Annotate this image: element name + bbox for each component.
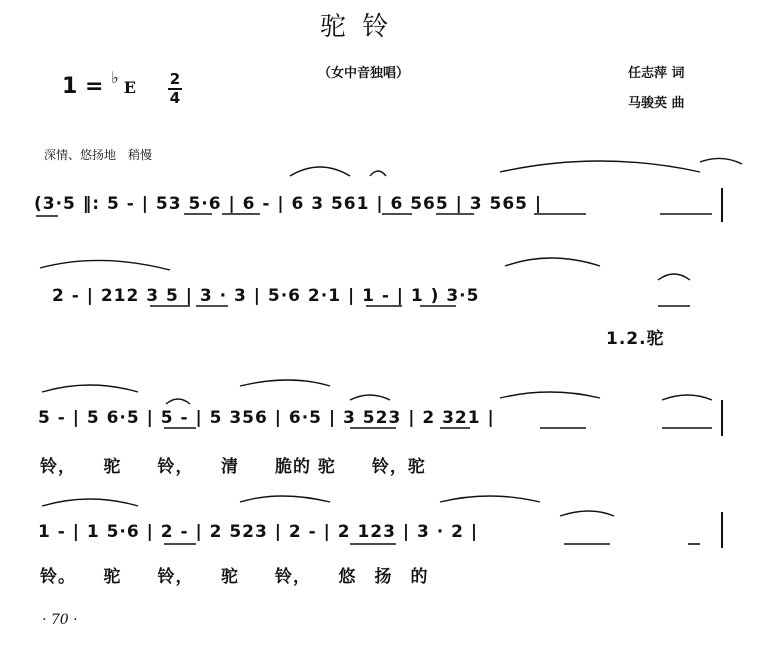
slur-2 xyxy=(370,171,386,176)
page-number: · 70 · xyxy=(42,612,78,628)
key-flat: ♭ xyxy=(111,68,119,87)
slur-15 xyxy=(240,496,330,502)
slur-16 xyxy=(440,496,540,502)
slur-14 xyxy=(42,499,138,506)
verse-marker: 1.2.驼 xyxy=(606,329,665,349)
slur-1 xyxy=(290,167,350,176)
slur-6 xyxy=(505,258,600,266)
slur-10 xyxy=(166,399,190,404)
key-note: E xyxy=(123,78,136,97)
lyrics-line-3: 铃， 驼 铃， 清 脆的 驼 铃，驼 xyxy=(40,457,426,477)
score-line-2: 2 - | 212 3 5 | 3 · 3 | 5·6 2·1 | 1 - | 1 ) 3·5 xyxy=(52,286,480,306)
slur-12 xyxy=(500,392,600,398)
slur-8 xyxy=(42,385,138,392)
slur-13 xyxy=(662,395,712,400)
lyricist-credit: 任志萍 词 xyxy=(628,66,685,81)
slur-11 xyxy=(350,395,390,400)
lyrics-line-4: 铃。 驼 铃， 驼 铃， 悠 扬 的 xyxy=(40,567,429,587)
slur-7 xyxy=(658,274,690,280)
score-line-1: (3·5 ‖: 5 - | 53 5·6 | 6 - | 6 3 561 | 6 565 | 3 565 | xyxy=(34,194,543,214)
key-prefix: 1 = xyxy=(62,74,112,99)
score-line-3: 5 - | 5 6·5 | 5 - | 5 356 | 6·5 | 3 523 | 2 321 | xyxy=(38,408,495,428)
slur-3 xyxy=(500,161,700,172)
slur-5 xyxy=(40,260,170,270)
tempo-marking: 深情、悠扬地 稍慢 xyxy=(44,148,153,162)
composer-credit: 马骏英 曲 xyxy=(628,96,685,111)
score-line-4: 1 - | 1 5·6 | 2 - | 2 523 | 2 - | 2 123 | 3 · 2 | xyxy=(38,522,479,542)
time-top: 2 xyxy=(169,70,181,88)
time-bottom: 4 xyxy=(169,89,181,107)
subtitle: （女中音独唱） xyxy=(318,66,410,81)
slur-9 xyxy=(240,380,330,386)
slur-17 xyxy=(560,511,614,516)
slur-4 xyxy=(700,158,742,164)
song-title: 驼 铃 xyxy=(320,12,393,42)
